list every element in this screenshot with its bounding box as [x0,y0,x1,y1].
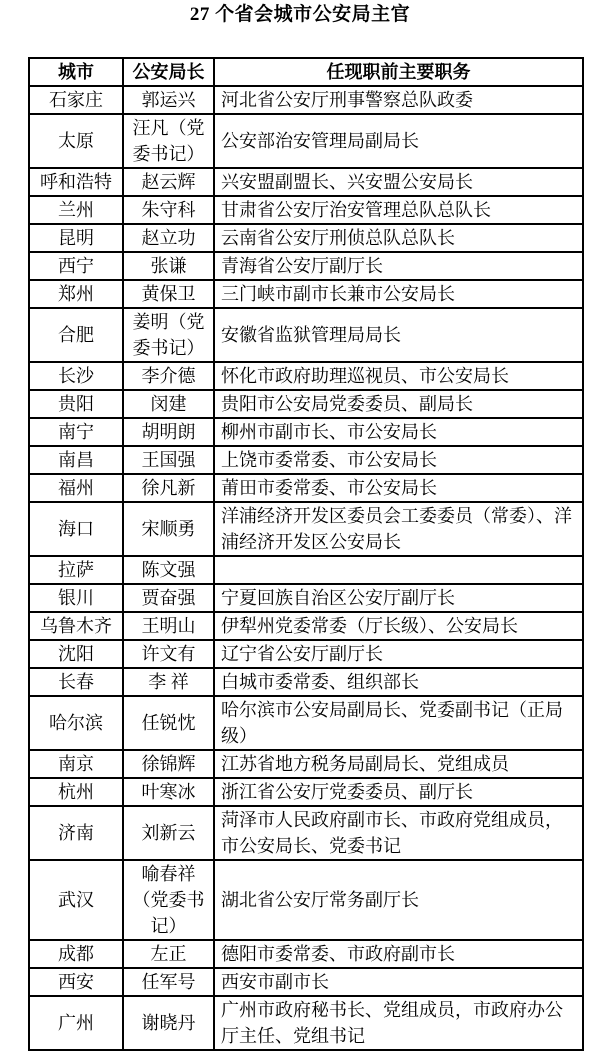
position-cell: 洋浦经济开发区委员会工委委员（常委）、洋浦经济开发区公安局长 [214,502,583,556]
position-cell: 柳州市副市长、市公安局长 [214,418,583,446]
chief-cell: 任锐忱 [123,696,214,750]
header-chief: 公安局长 [123,58,214,86]
chief-cell: 李 祥 [123,668,214,696]
city-cell: 贵阳 [29,390,123,418]
chief-cell: 黄保卫 [123,280,214,308]
chief-cell: 王国强 [123,446,214,474]
table-row [29,502,583,556]
table-row [29,362,583,390]
chief-cell: 李介德 [123,362,214,390]
city-cell: 兰州 [29,196,123,224]
header-row [29,58,583,86]
table-row [29,584,583,612]
position-cell: 甘肃省公安厅治安管理总队总队长 [214,196,583,224]
table-row [29,750,583,778]
chief-cell: 汪凡（党委书记） [123,114,214,168]
table-row [29,280,583,308]
position-cell: 贵阳市公安局党委委员、副局长 [214,390,583,418]
chief-cell: 徐锦辉 [123,750,214,778]
chief-cell: 左正 [123,940,214,968]
position-cell: 三门峡市副市长兼市公安局长 [214,280,583,308]
position-cell: 哈尔滨市公安局副局长、党委副书记（正局级） [214,696,583,750]
table-row [29,668,583,696]
table-row [29,114,583,168]
city-cell: 银川 [29,584,123,612]
position-cell: 伊犁州党委常委（厅长级）、公安局长 [214,612,583,640]
table-row [29,474,583,502]
table-row [29,168,583,196]
chief-cell: 谢晓丹 [123,996,214,1050]
table-row [29,86,583,114]
chief-cell: 郭运兴 [123,86,214,114]
chief-cell: 任军号 [123,968,214,996]
table-row [29,806,583,860]
position-cell: 莆田市委常委、市公安局长 [214,474,583,502]
position-cell: 云南省公安厅刑侦总队总队长 [214,224,583,252]
city-cell: 昆明 [29,224,123,252]
position-cell [214,556,583,584]
chief-cell: 张谦 [123,252,214,280]
position-cell: 江苏省地方税务局副局长、党组成员 [214,750,583,778]
chief-cell: 许文有 [123,640,214,668]
table-row [29,696,583,750]
city-cell: 长春 [29,668,123,696]
table-row [29,860,583,940]
header-position: 任现职前主要职务 [214,58,583,86]
city-cell: 拉萨 [29,556,123,584]
city-cell: 济南 [29,806,123,860]
city-cell: 南京 [29,750,123,778]
position-cell: 怀化市政府助理巡视员、市公安局长 [214,362,583,390]
chief-cell: 贾奋强 [123,584,214,612]
position-cell: 德阳市委常委、市政府副市长 [214,940,583,968]
city-cell: 哈尔滨 [29,696,123,750]
chief-cell: 宋顺勇 [123,502,214,556]
city-cell: 长沙 [29,362,123,390]
city-cell: 乌鲁木齐 [29,612,123,640]
position-cell: 湖北省公安厅常务副厅长 [214,860,583,940]
table-row [29,996,583,1050]
table-row [29,940,583,968]
city-cell: 南昌 [29,446,123,474]
chief-cell: 朱守科 [123,196,214,224]
city-cell: 郑州 [29,280,123,308]
table-row [29,612,583,640]
chief-cell: 喻春祥（党委书记） [123,860,214,940]
table-body [29,86,583,1050]
page-title: 27 个省会城市公安局主官 [189,4,411,25]
city-cell: 太原 [29,114,123,168]
table-row [29,556,583,584]
table-row [29,196,583,224]
city-cell: 沈阳 [29,640,123,668]
table-row [29,446,583,474]
position-cell: 西安市副市长 [214,968,583,996]
table-row [29,968,583,996]
city-cell: 成都 [29,940,123,968]
chief-cell: 胡明朗 [123,418,214,446]
position-cell: 兴安盟副盟长、兴安盟公安局长 [214,168,583,196]
city-cell: 武汉 [29,860,123,940]
chief-cell: 赵云辉 [123,168,214,196]
table-row [29,640,583,668]
table-row [29,778,583,806]
city-cell: 西安 [29,968,123,996]
position-cell: 青海省公安厅副厅长 [214,252,583,280]
chief-cell: 赵立功 [123,224,214,252]
table-row [29,224,583,252]
table-row [29,390,583,418]
chief-cell: 陈文强 [123,556,214,584]
position-cell: 宁夏回族自治区公安厅副厅长 [214,584,583,612]
position-cell: 广州市政府秘书长、党组成员，市政府办公厅主任、党组书记 [214,996,583,1050]
table-row [29,418,583,446]
position-cell: 上饶市委常委、市公安局长 [214,446,583,474]
chief-cell: 刘新云 [123,806,214,860]
table-row [29,252,583,280]
position-cell: 辽宁省公安厅副厅长 [214,640,583,668]
city-cell: 呼和浩特 [29,168,123,196]
city-cell: 海口 [29,502,123,556]
position-cell: 菏泽市人民政府副市长、市政府党组成员，市公安局长、党委书记 [214,806,583,860]
chief-cell: 王明山 [123,612,214,640]
city-cell: 西宁 [29,252,123,280]
city-cell: 广州 [29,996,123,1050]
position-cell: 公安部治安管理局副局长 [214,114,583,168]
police-chiefs-table [28,57,584,1051]
city-cell: 杭州 [29,778,123,806]
city-cell: 福州 [29,474,123,502]
header-city: 城市 [29,58,123,86]
chief-cell: 徐凡新 [123,474,214,502]
position-cell: 河北省公安厅刑事警察总队政委 [214,86,583,114]
city-cell: 合肥 [29,308,123,362]
city-cell: 石家庄 [29,86,123,114]
position-cell: 安徽省监狱管理局局长 [214,308,583,362]
chief-cell: 姜明（党委书记） [123,308,214,362]
table-row [29,308,583,362]
position-cell: 浙江省公安厅党委委员、副厅长 [214,778,583,806]
city-cell: 南宁 [29,418,123,446]
chief-cell: 叶寒冰 [123,778,214,806]
position-cell: 白城市委常委、组织部长 [214,668,583,696]
chief-cell: 闵建 [123,390,214,418]
